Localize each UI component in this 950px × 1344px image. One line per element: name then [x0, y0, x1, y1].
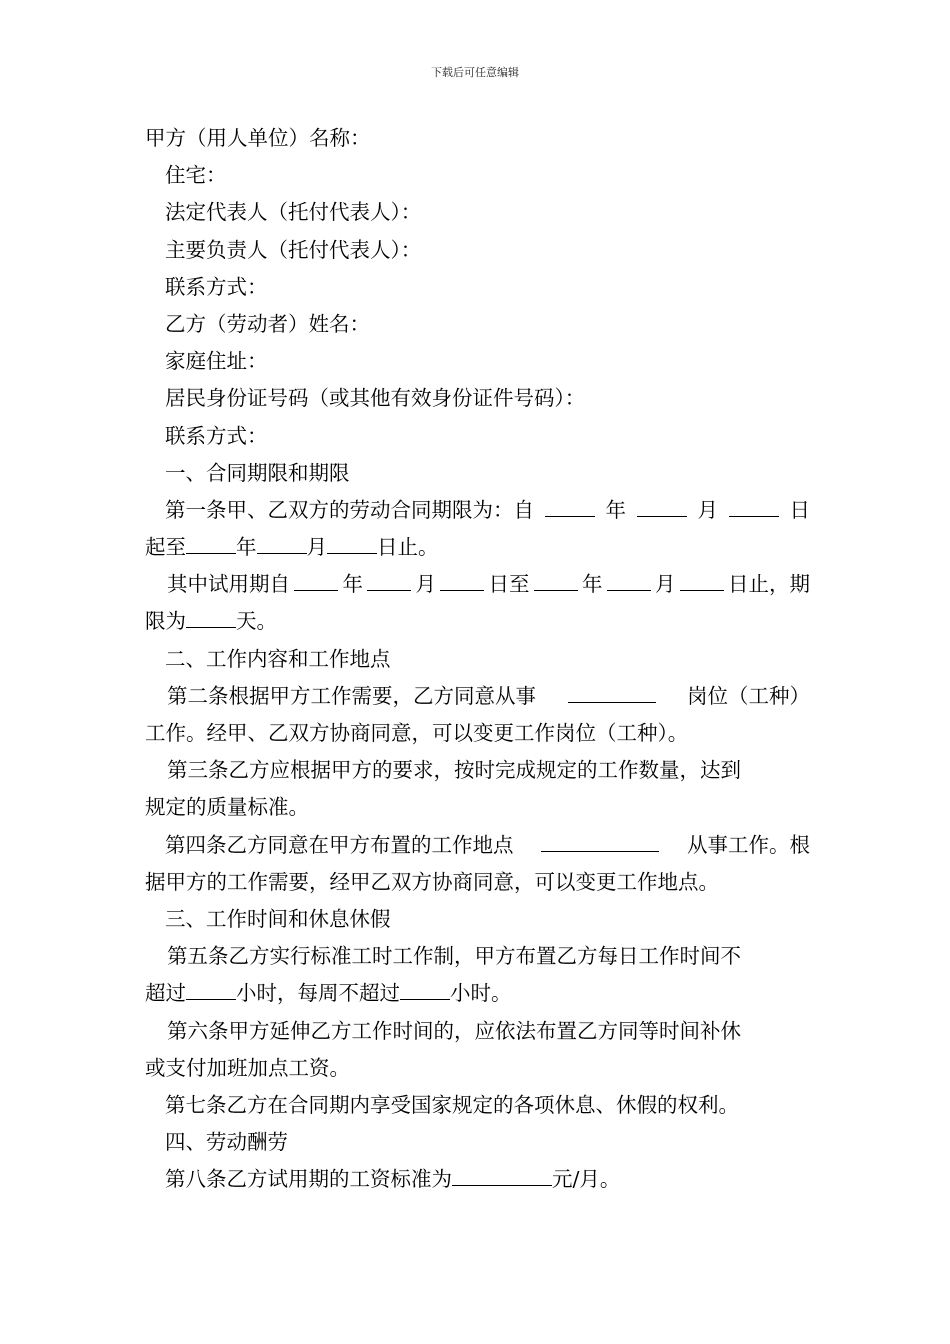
article-5-line-2	[145, 975, 810, 1012]
party-b-address-label: 家庭住址：	[165, 349, 268, 374]
blank-work-location	[541, 833, 659, 852]
day-to-label: 日至	[488, 572, 530, 597]
party-a-legal-rep-line	[145, 194, 810, 231]
year-label: 年	[582, 572, 603, 597]
party-b-id-label: 居民身份证号码（或其他有效身份证件号码）：	[165, 386, 586, 411]
article-8-line	[145, 1161, 810, 1198]
party-a-legal-rep-label: 法定代表人（托付代表人）：	[165, 200, 422, 225]
section-3-heading	[145, 901, 810, 938]
article-7-line	[145, 1087, 810, 1124]
from-to-label: 起至	[145, 535, 186, 560]
party-a-name-label: 甲方（用人单位）名称：	[145, 126, 371, 150]
blank-trial-end-month	[607, 572, 651, 591]
blank-start-day	[729, 498, 779, 517]
article-1-text: 第一条甲、乙双方的劳动合同期限为：自	[165, 497, 534, 522]
year-label: 年	[605, 497, 626, 522]
article-3-line-1	[145, 752, 810, 789]
party-a-contact-label: 联系方式：	[165, 274, 268, 299]
article-5-text-b3: 小时。	[450, 981, 512, 1006]
section-4-heading-text: 四、劳动酬劳	[165, 1130, 288, 1155]
blank-position	[568, 684, 656, 703]
article-1-line-2	[145, 529, 810, 566]
party-b-id-line	[145, 380, 810, 417]
blank-start-year	[545, 498, 595, 517]
party-b-name-line	[145, 306, 810, 343]
blank-weekly-hours	[400, 981, 450, 1000]
article-6-text: 第六条甲方延伸乙方工作时间的，应依法布置乙方同等时间补休	[167, 1018, 741, 1043]
article-7-text: 第七条乙方在合同期内享受国家规定的各项休息、休假的权利。	[165, 1092, 739, 1117]
days-end-label: 天。	[236, 609, 277, 634]
party-a-contact-line	[145, 269, 810, 306]
article-3-text: 第三条乙方应根据甲方的要求，按时完成规定的工作数量，达到	[167, 758, 741, 783]
article-4-text-c: 据甲方的工作需要，经甲乙双方协商同意，可以变更工作地点。	[145, 869, 719, 894]
article-4-text: 第四条乙方同意在甲方布置的工作地点	[165, 832, 514, 857]
blank-trial-end-year	[534, 572, 578, 591]
section-3-heading-text: 三、工作时间和休息休假	[165, 906, 391, 931]
trial-period-line-1	[145, 566, 810, 603]
month-label: 月	[415, 572, 436, 597]
blank-daily-hours	[186, 981, 236, 1000]
article-2-text-c: 工作。经甲、乙双方协商同意，可以变更工作岗位（工种）。	[145, 721, 689, 745]
month-label: 月	[655, 572, 676, 597]
article-6-line-1	[145, 1013, 810, 1050]
party-a-principal-label: 主要负责人（托付代表人）：	[165, 237, 422, 262]
article-2-text: 第二条根据甲方工作需要，乙方同意从事	[167, 683, 536, 708]
article-1-line-1	[145, 492, 810, 529]
article-8-text: 第八条乙方试用期的工资标准为	[165, 1167, 452, 1192]
party-b-name-label: 乙方（劳动者）姓名：	[165, 311, 370, 336]
day-stop-label: 日止，期	[728, 572, 810, 597]
article-8-text-b: 元/月。	[552, 1167, 621, 1192]
blank-start-month	[637, 498, 687, 517]
blank-end-day	[327, 535, 377, 554]
term-is-label: 限为	[145, 609, 186, 634]
section-2-heading	[145, 641, 810, 678]
section-1-heading-text: 一、合同期限和期限	[165, 460, 350, 485]
blank-end-month	[257, 535, 307, 554]
day-end-label: 日止。	[377, 535, 439, 560]
section-1-heading	[145, 455, 810, 492]
article-5-line-1	[145, 938, 810, 975]
section-4-heading	[145, 1124, 810, 1161]
month-label: 月	[697, 497, 718, 522]
trial-period-line-2	[145, 603, 810, 640]
blank-trial-days	[186, 609, 236, 628]
article-5-text: 第五条乙方实行标准工时工作制，甲方布置乙方每日工作时间不	[167, 944, 741, 969]
article-2-text-b: 岗位（工种）	[687, 683, 810, 708]
article-6-line-2	[145, 1050, 810, 1087]
day-label: 日	[789, 497, 810, 522]
year-label: 年	[342, 572, 363, 597]
article-2-line-2	[145, 715, 810, 752]
party-b-contact-line	[145, 418, 810, 455]
article-4-line-1	[145, 827, 810, 864]
article-4-text-b: 从事工作。根	[687, 832, 810, 857]
party-a-residence-label: 住宅：	[165, 163, 227, 188]
blank-trial-wage	[452, 1167, 552, 1186]
party-a-name-line	[145, 120, 810, 157]
trial-period-text: 其中试用期自	[167, 572, 290, 597]
year-label: 年	[236, 535, 257, 560]
party-a-principal-line	[145, 232, 810, 269]
blank-end-year	[186, 535, 236, 554]
article-5-text-b2: 小时，每周不超过	[236, 981, 400, 1006]
section-2-heading-text: 二、工作内容和工作地点	[165, 646, 391, 671]
party-b-contact-label: 联系方式：	[165, 423, 268, 448]
blank-trial-end-day	[680, 572, 724, 591]
blank-trial-start-day	[440, 572, 484, 591]
contract-body	[145, 120, 810, 1198]
month-label: 月	[306, 535, 327, 560]
article-6-text-b: 或支付加班加点工资。	[145, 1055, 350, 1080]
article-3-text-b: 规定的质量标准。	[145, 795, 309, 820]
party-a-residence-line	[145, 157, 810, 194]
party-b-address-line	[145, 343, 810, 380]
article-3-line-2	[145, 789, 810, 826]
page-header-note: 下载后可任意编辑	[431, 66, 519, 79]
article-5-text-b1: 超过	[145, 981, 186, 1006]
blank-trial-start-month	[367, 572, 411, 591]
blank-trial-start-year	[294, 572, 338, 591]
article-2-line-1	[145, 678, 810, 715]
article-4-line-2	[145, 864, 810, 901]
